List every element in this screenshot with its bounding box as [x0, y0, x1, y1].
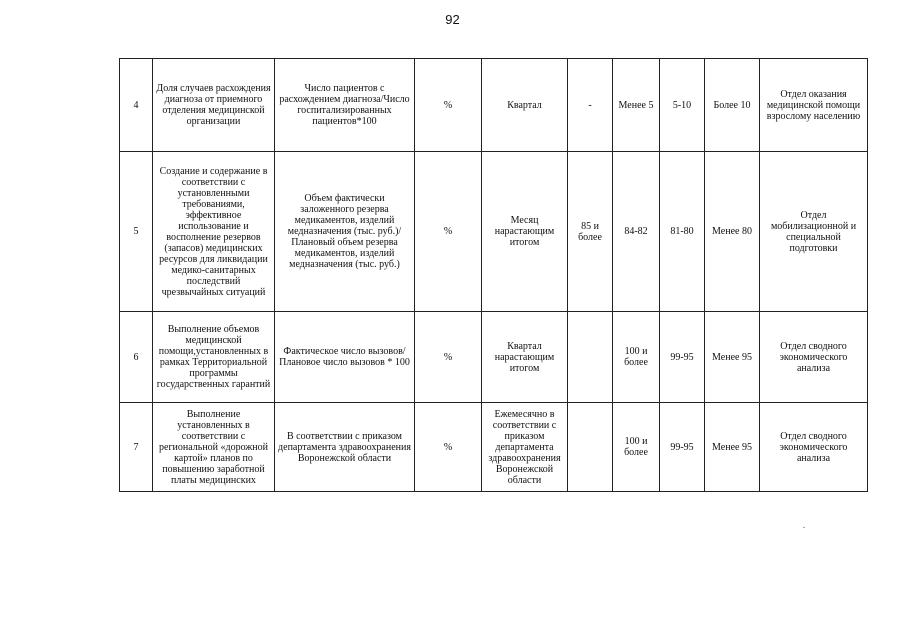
row-number: 5 [120, 152, 153, 312]
indicator-value-4: Более 10 [705, 59, 760, 152]
indicator-name: Выполнение установленных в соответствии с региональной «дорожной картой» планов по повышению заработной платы медицинских [153, 403, 275, 492]
indicator-value-1: 85 и более [568, 152, 613, 312]
indicator-value-1: - [568, 59, 613, 152]
indicator-value-2: 100 и более [613, 312, 660, 403]
responsible-department: Отдел оказания медицинской помощи взрослому населению [760, 59, 868, 152]
table-row [120, 403, 868, 492]
indicator-value-4: Менее 95 [705, 403, 760, 492]
indicator-unit: % [415, 312, 482, 403]
indicator-formula: Число пациентов с расхождением диагноза/Число госпитализированных пациентов*100 [275, 59, 415, 152]
indicator-value-4: Менее 80 [705, 152, 760, 312]
responsible-department: Отдел сводного экономического анализа [760, 403, 868, 492]
scan-speck [803, 527, 805, 528]
indicator-unit: % [415, 403, 482, 492]
responsible-department: Отдел сводного экономического анализа [760, 312, 868, 403]
indicator-name: Создание и содержание в соответствии с установленными требованиями, эффективное использование и восполнение резервов (запасов) медицинских ресурсов для ликвидации медико-санитарных последствий чрезвычайных ситуаций [153, 152, 275, 312]
indicator-value-3: 81-80 [660, 152, 705, 312]
indicator-name: Доля случаев расхождения диагноза от приемного отделения медицинской организации [153, 59, 275, 152]
indicator-value-2: 100 и более [613, 403, 660, 492]
page-number: 92 [445, 12, 460, 27]
responsible-department: Отдел мобилизационной и специальной подготовки [760, 152, 868, 312]
indicator-formula: Объем фактически заложенного резерва медикаментов, изделий медназначения (тыс. руб.)/Плановый объем резерва медикаментов, изделий медназначения (тыс. руб.) [275, 152, 415, 312]
table-row [120, 152, 868, 312]
indicator-period: Месяц нарастающим итогом [482, 152, 568, 312]
indicator-value-1 [568, 312, 613, 403]
indicator-period: Ежемесячно в соответствии с приказом департамента здравоохранения Воронежской области [482, 403, 568, 492]
indicator-period: Квартал [482, 59, 568, 152]
table-row [120, 312, 868, 403]
indicator-value-3: 99-95 [660, 403, 705, 492]
table-row [120, 59, 868, 152]
indicator-value-2: 84-82 [613, 152, 660, 312]
indicator-period: Квартал нарастающим итогом [482, 312, 568, 403]
indicator-name: Выполнение объемов медицинской помощи,установленных в рамках Территориальной программы государственных гарантий [153, 312, 275, 403]
indicator-formula: Фактическое число вызовов/Плановое число вызовов * 100 [275, 312, 415, 403]
indicator-value-4: Менее 95 [705, 312, 760, 403]
indicator-value-1 [568, 403, 613, 492]
row-number: 4 [120, 59, 153, 152]
row-number: 7 [120, 403, 153, 492]
indicator-formula: В соответствии с приказом департамента здравоохранения Воронежской области [275, 403, 415, 492]
indicator-unit: % [415, 152, 482, 312]
row-number: 6 [120, 312, 153, 403]
indicator-value-3: 5-10 [660, 59, 705, 152]
indicators-table [119, 58, 868, 492]
indicator-value-2: Менее 5 [613, 59, 660, 152]
indicator-unit: % [415, 59, 482, 152]
indicator-value-3: 99-95 [660, 312, 705, 403]
